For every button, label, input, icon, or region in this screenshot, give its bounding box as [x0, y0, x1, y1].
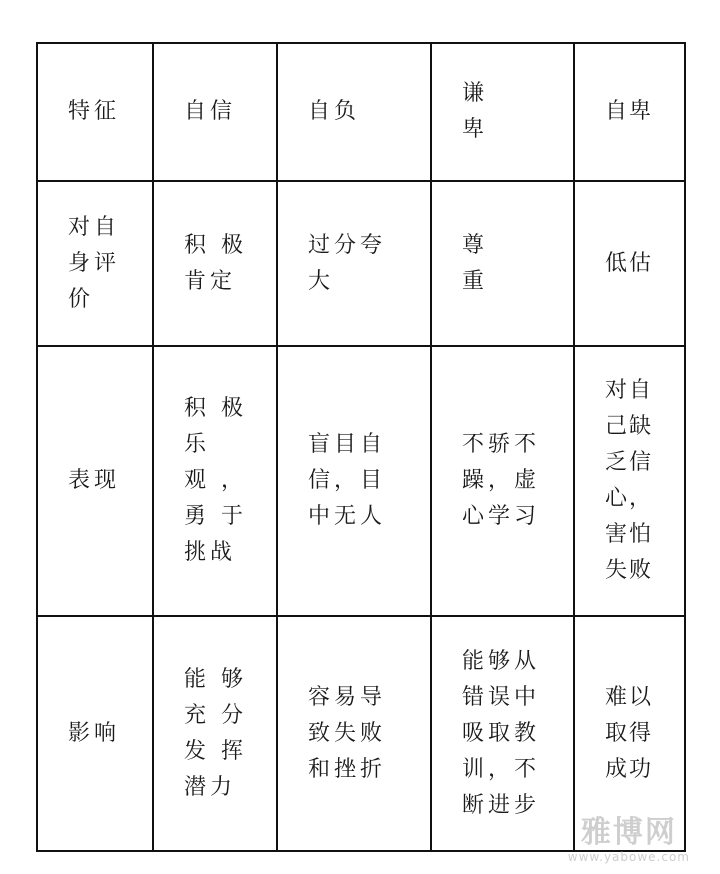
table-cell: 盲目自 信，目 中无人: [277, 346, 431, 616]
table-row: [37, 181, 685, 346]
comparison-table: [36, 42, 686, 852]
header-cell-confidence: 自信: [153, 43, 277, 181]
table-cell: 低估: [574, 181, 685, 346]
table-cell: 不骄不 躁，虚 心学习: [431, 346, 574, 616]
header-cell-inferiority: 自卑: [574, 43, 685, 181]
header-cell-humility: 谦 卑: [431, 43, 574, 181]
table-cell: 能够从 错误中 吸取教 训，不 断进步: [431, 616, 574, 851]
table-cell: 过分夸 大: [277, 181, 431, 346]
table-cell: 积 极 肯定: [153, 181, 277, 346]
table-cell: 尊 重: [431, 181, 574, 346]
header-cell-trait: 特征: [37, 43, 153, 181]
table-row: [37, 346, 685, 616]
table-cell: 难以 取得 成功: [574, 616, 685, 851]
row-label-influence: 影响: [37, 616, 153, 851]
watermark-main-text: 雅博网: [580, 815, 677, 850]
header-cell-arrogance: 自负: [277, 43, 431, 181]
row-label-self-evaluation: 对自 身评 价: [37, 181, 153, 346]
watermark-url-text: www.yabowe.com: [567, 850, 690, 864]
table-row: [37, 616, 685, 851]
table-cell: 能 够 充 分 发 挥 潜力: [153, 616, 277, 851]
row-label-performance: 表现: [37, 346, 153, 616]
table-header-row: [37, 43, 685, 181]
table-cell: 对自 己缺 乏信 心， 害怕 失败: [574, 346, 685, 616]
table-cell: 容易导 致失败 和挫折: [277, 616, 431, 851]
table-cell: 积 极 乐 观 ， 勇 于 挑战: [153, 346, 277, 616]
